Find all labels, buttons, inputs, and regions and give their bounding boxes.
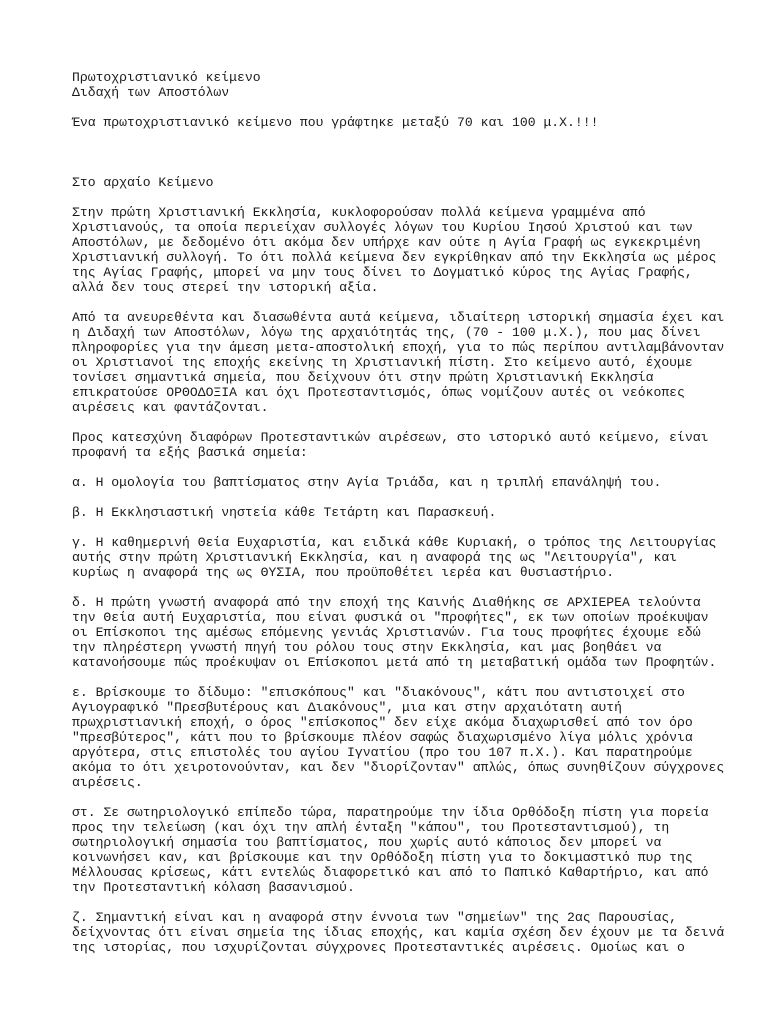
- paragraph: [72, 430, 712, 460]
- paragraph-line: αιρέσεις.: [72, 775, 143, 790]
- paragraph-line: δείχνοντας ότι είναι σημεία της ίδιας εποχής, και καμία σχέση δεν έχουν με τα δεινά: [72, 925, 725, 940]
- document-header-line-1: Πρωτοχριστιανικό κείμενο: [72, 70, 261, 85]
- document-page: [72, 70, 725, 955]
- paragraph-line: πληροφορίες για την άμεση μετα-αποστολική εποχή, για το πώς περίπου αντιλαμβάνονταν: [72, 340, 725, 355]
- paragraph-line: β. Η Εκκλησιαστική νηστεία κάθε Τετάρτη και Παρασκευή.: [72, 505, 497, 520]
- paragraph-line: οι Επίσκοποι της αμέσως επόμενης γενιάς Χριστιανών. Για τους προφήτες έχουμε εδώ: [72, 625, 701, 640]
- paragraph-line: την Θεία αυτή Ευχαριστία, που είναι φυσικά οι "προφήτες", εκ των οποίων προέκυψαν: [72, 610, 709, 625]
- paragraph-line: Χριστιανούς, τα οποία περιείχαν συλλογές λόγων του Κυρίου Ιησού Χριστού και των: [72, 220, 693, 235]
- paragraph: [72, 535, 717, 580]
- paragraph-line: Στην πρώτη Χριστιανική Εκκλησία, κυκλοφορούσαν πολλά κείμενα γραμμένα από: [72, 205, 646, 220]
- paragraph: [72, 805, 712, 895]
- paragraph-line: προς την τελείωση (και όχι την απλή ένταξη "κάπου", του Προτεσταντισμού), τη: [72, 820, 670, 835]
- paragraph-line: σωτηριολογική σημασία του βαπτίσματος, που χωρίς αυτό κάποιος δεν μπορεί να: [72, 835, 662, 850]
- paragraph-line: επικρατούσε ΟΡΘΟΔΟΞΙΑ και όχι Προτεσταντισμός, όπως νομίζουν αυτές οι νεόκοπες: [72, 385, 685, 400]
- paragraph-line: πρωχριστιανική εποχή, ο όρος "επίσκοπος" δεν είχε ακόμα διαχωρισθεί από τον όρο: [72, 715, 693, 730]
- paragraph-line: αργότερα, στις επιστολές του αγίου Ιγνατίου (προ του 107 π.Χ.). Και παρατηρούμε: [72, 745, 693, 760]
- document-subtitle: Ένα πρωτοχριστιανικό κείμενο που γράφτηκε μεταξύ 70 και 100 μ.Χ.!!!: [72, 115, 599, 130]
- paragraph-line: δ. Η πρώτη γνωστή αναφορά από την εποχή της Καινής Διαθήκης σε ΑΡΧΙΕΡΕΑ τελούντα: [72, 595, 701, 610]
- paragraph-line: αλλά δεν τους στερεί την ιστορική αξία.: [72, 280, 379, 295]
- body-paragraphs: [72, 205, 725, 955]
- paragraph-line: Αγιογραφικό "Πρεσβυτέρους και Διακόνους", μια και στην αρχαιότατη αυτή: [72, 700, 623, 715]
- paragraph-line: "πρεσβύτερος", κάτι που το βρίσκουμε πλέον σαφώς διαχωρισμένο λίγα μόλις χρόνια: [72, 730, 693, 745]
- paragraph-line: κυρίως η αναφορά της ως ΘΥΣΙΑ, που προϋποθέτει ιερέα και θυσιαστήριο.: [72, 565, 615, 580]
- paragraph-line: της Αγίας Γραφής, μπορεί να μην τους δίνει το Δογματικό κύρος της Αγίας Γραφής,: [72, 265, 693, 280]
- paragraph: [72, 310, 725, 415]
- paragraph-line: προφανή τα εξής βασικά σημεία:: [72, 445, 308, 460]
- section-title: Στο αρχαίο Κείμενο: [72, 175, 214, 190]
- paragraph-line: οι Χριστιανοί της εποχής εκείνης τη Χριστιανική πίστη. Στο κείμενο αυτό, έχουμε: [72, 355, 693, 370]
- paragraph: [72, 475, 712, 490]
- paragraph-line: ζ. Σημαντική είναι και η αναφορά στην έννοια των "σημείων" της 2ας Παρουσίας,: [72, 910, 678, 925]
- paragraph: [72, 685, 725, 790]
- paragraph-line: στ. Σε σωτηριολογικό επίπεδο τώρα, παρατηρούμε την ίδια Ορθόδοξη πίστη για πορεία: [72, 805, 709, 820]
- paragraph-line: Χριστιανική συλλογή. Το ότι πολλά κείμενα δεν εγκρίθηκαν από την Εκκλησία ως μέρος: [72, 250, 717, 265]
- paragraph-line: ε. Βρίσκουμε το δίδυμο: "επισκόπους" και "διακόνους", κάτι που αντιστοιχεί στο: [72, 685, 685, 700]
- paragraph: [72, 205, 717, 295]
- paragraph-line: κατανοήσουμε πώς προέκυψαν οι Επίσκοποι μετά από τη μεταβατική ομάδα των Προφητών.: [72, 655, 717, 670]
- paragraph-line: α. Η ομολογία του βαπτίσματος στην Αγία Τριάδα, και η τριπλή επανάληψή του.: [72, 475, 662, 490]
- paragraph-line: τονίσει σημαντικά σημεία, που δείχνουν ότι στην πρώτη Χριστιανική Εκκλησία: [72, 370, 654, 385]
- paragraph-line: γ. Η καθημερινή Θεία Ευχαριστία, και ειδικά κάθε Κυριακή, ο τρόπος της Λειτουργίας: [72, 535, 717, 550]
- paragraph-line: την πληρέστερη γνωστή πηγή του ρόλου τους στην Εκκλησία, και μας βοηθάει να: [72, 640, 662, 655]
- paragraph-line: της ιστορίας, που ισχυρίζονται σύγχρονες Προτεσταντικές αιρέσεις. Ομοίως και ο: [72, 940, 685, 955]
- paragraph-line: Μέλλουσας κρίσεως, κάτι εντελώς διαφορετικό και από το Παπικό Καθαρτήριο, και από: [72, 865, 709, 880]
- paragraph-line: Από τα ανευρεθέντα και διασωθέντα αυτά κείμενα, ιδιαίτερη ιστορική σημασία έχει και: [72, 310, 725, 325]
- paragraph-line: Προς κατεσχύνη διαφόρων Προτεσταντικών αιρέσεων, στο ιστορικό αυτό κείμενο, είναι: [72, 430, 709, 445]
- paragraph: [72, 910, 725, 955]
- paragraph-line: την Προτεσταντική κόλαση βασανισμού.: [72, 880, 355, 895]
- paragraph-line: αιρέσεις και φαντάζονται.: [72, 400, 269, 415]
- paragraph: [72, 595, 717, 670]
- paragraph-line: η Διδαχή των Αποστόλων, λόγω της αρχαιότητάς της, (70 - 100 μ.Χ.), που μας δίνει: [72, 325, 701, 340]
- paragraph-line: ακόμα το ότι χειροτονούνταν, και δεν "διορίζονταν" απλώς, όπως συνηθίζουν σύγχρονες: [72, 760, 725, 775]
- paragraph-line: Αποστόλων, με δεδομένο ότι ακόμα δεν υπήρχε καν ούτε η Αγία Γραφή ως εγκεκριμένη: [72, 235, 701, 250]
- paragraph: [72, 505, 712, 520]
- document-header-line-2: Διδαχή των Αποστόλων: [72, 85, 230, 100]
- paragraph-line: αυτής στην πρώτη Χριστιανική Εκκλησία, και η αναφορά της ως "Λειτουργία", και: [72, 550, 678, 565]
- paragraph-line: κοινωνήσει καν, και βρίσκουμε και την Ορθόδοξη πίστη για το δοκιμαστικό πυρ της: [72, 850, 693, 865]
